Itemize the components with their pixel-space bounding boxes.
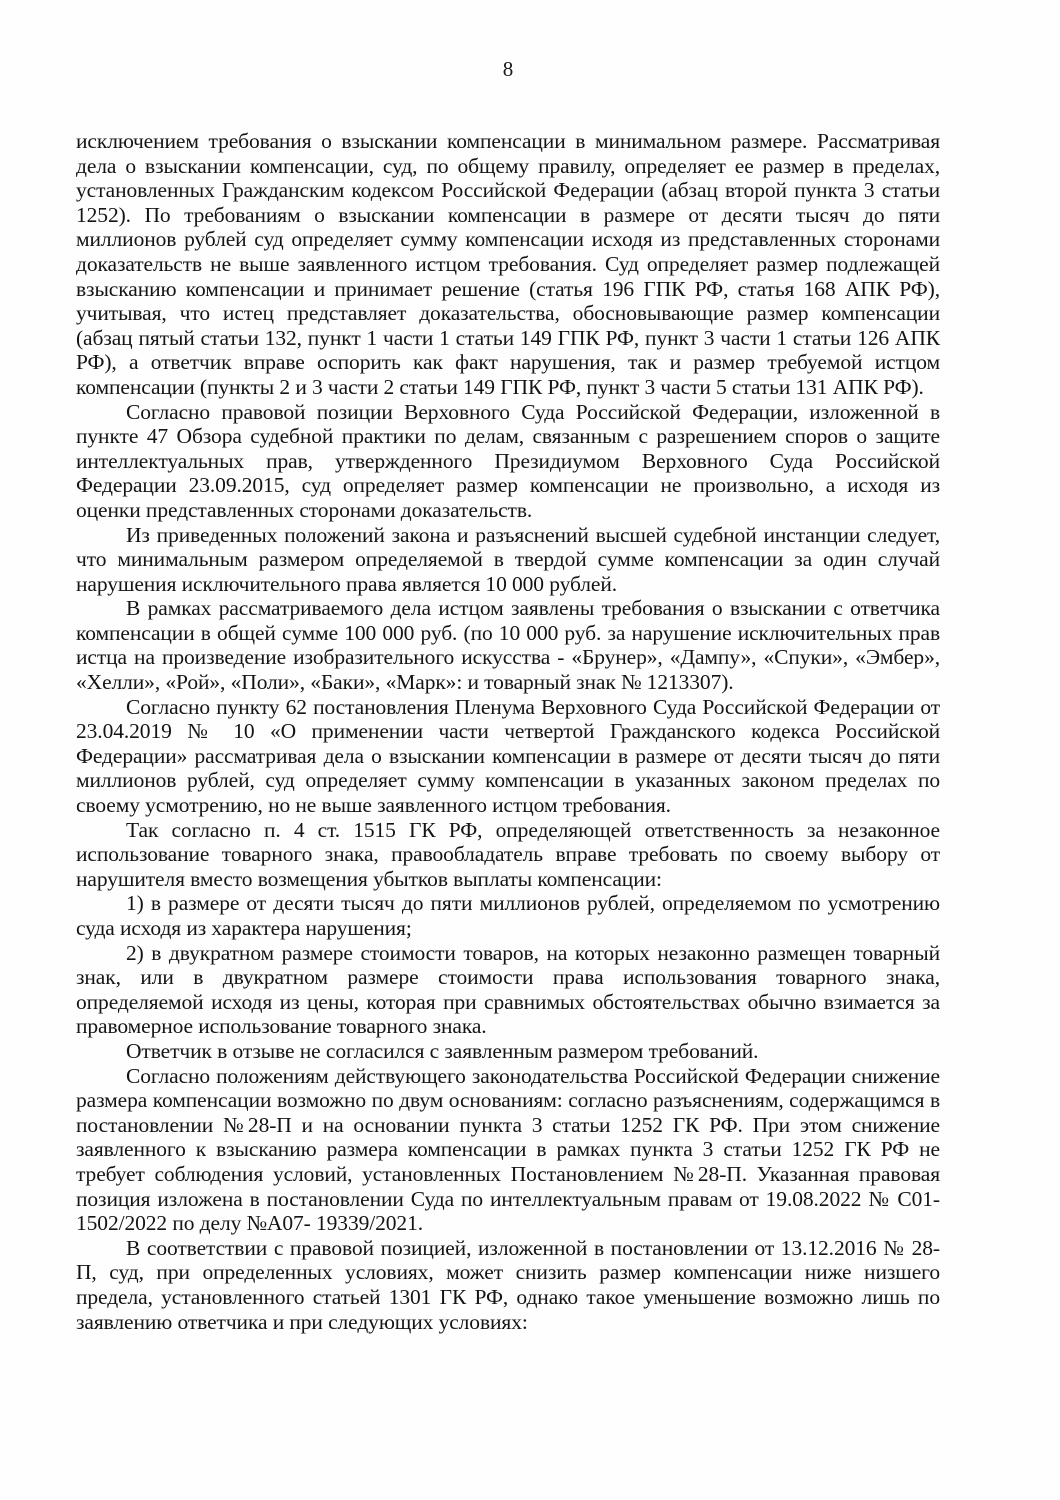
- paragraph-continuation: исключением требования о взыскании компенсации в минимальном размере. Рассматривая дела о взыскании компенсации, суд, по общему правилу, определяет ее размер в пределах, установленных Гражданским кодексом Российской Федерации (абзац второй пункта 3 статьи 1252). По требованиям о взыскании компенсации в размере от десяти тысяч до пяти миллионов рублей суд определяет сумму компенсации исходя из представленных сторонами доказательств не выше заявленного истцом требования. Суд определяет размер подлежащей взысканию компенсации и принимает решение (статья 196 ГПК РФ, статья 168 АПК РФ), учитывая, что истец представляет доказательства, обосновывающие размер компенсации (абзац пятый статьи 132, пункт 1 части 1 статьи 149 ГПК РФ, пункт 3 части 1 статьи 126 АПК РФ), а ответчик вправе оспорить как факт нарушения, так и размер требуемой истцом компенсации (пункты 2 и 3 части 2 статьи 149 ГПК РФ, пункт 3 части 5 статьи 131 АПК РФ).: [76, 129, 940, 399]
- paragraph: Ответчик в отзыве не согласился с заявленным размером требований.: [126, 1038, 759, 1063]
- paragraph: Из приведенных положений закона и разъяснений высшей судебной инстанции следует, что минимальным размером определяемой в твердой сумме компенсации за один случай нарушения исключительного права является 10 000 рублей.: [76, 522, 940, 596]
- paragraph: Согласно положениям действующего законодательства Российской Федерации снижение размера компенсации возможно по двум основаниям: согласно разъяснениям, содержащимся в постановлении №28-П и на основании пункта 3 статьи 1252 ГК РФ. При этом снижение заявленного к взысканию размера компенсации в рамках пункта 3 статьи 1252 ГК РФ не требует соблюдения условий, установленных Постановлением №28-П. Указанная правовая позиция изложена в постановлении Суда по интеллектуальным правам от 19.08.2022 № С01-1502/2022 по делу №А07- 19339/2021.: [76, 1063, 940, 1236]
- paragraph: В рамках рассматриваемого дела истцом заявлены требования о взыскании с ответчика компенсации в общей сумме 100 000 руб. (по 10 000 руб. за нарушение исключительных прав истца на произведение изобразительного искусства - «Брунер», «Дампу», «Спуки», «Эмбер», «Хелли», «Рой», «Поли», «Баки», «Марк»: и товарный знак № 1213307).: [76, 596, 940, 695]
- paragraph: Согласно правовой позиции Верховного Суда Российской Федерации, изложенной в пункте 47 Обзора судебной практики по делам, связанным с разрешением споров о защите интеллектуальных прав, утвержденного Президиумом Верховного Суда Российской Федерации 23.09.2015, суд определяет размер компенсации не произвольно, а исходя из оценки представленных сторонами доказательств.: [76, 399, 940, 522]
- paragraph: Так согласно п. 4 ст. 1515 ГК РФ, определяющей ответственность за незаконное использование товарного знака, правообладатель вправе требовать по своему выбору от нарушителя вместо возмещения убытков выплаты компенсации:: [76, 817, 940, 891]
- paragraph-list-item-1: 1) в размере от десяти тысяч до пяти миллионов рублей, определяемом по усмотрению суда исходя из характера нарушения;: [76, 891, 940, 940]
- paragraph-list-item-2: 2) в двукратном размере стоимости товаров, на которых незаконно размещен товарный знак, или в двукратном размере стоимости права использования товарного знака, определяемой исходя из цены, которая при сравнимых обстоятельствах обычно взимается за правомерное использование товарного знака.: [76, 940, 940, 1039]
- page-number: 8: [502, 57, 514, 81]
- document-body: [76, 129, 940, 1334]
- paragraph: Согласно пункту 62 постановления Пленума Верховного Суда Российской Федерации от 23.04.2019 № 10 «О применении части четвертой Гражданского кодекса Российской Федерации» рассматривая дела о взыскании компенсации в размере от десяти тысяч до пяти миллионов рублей, суд определяет сумму компенсации в указанных законом пределах по своему усмотрению, но не выше заявленного истцом требования.: [76, 694, 940, 818]
- paragraph: В соответствии с правовой позицией, изложенной в постановлении от 13.12.2016 № 28-П, суд, при определенных условиях, может снизить размер компенсации ниже низшего предела, установленного статьей 1301 ГК РФ, однако такое уменьшение возможно лишь по заявлению ответчика и при следующих условиях:: [76, 1235, 940, 1334]
